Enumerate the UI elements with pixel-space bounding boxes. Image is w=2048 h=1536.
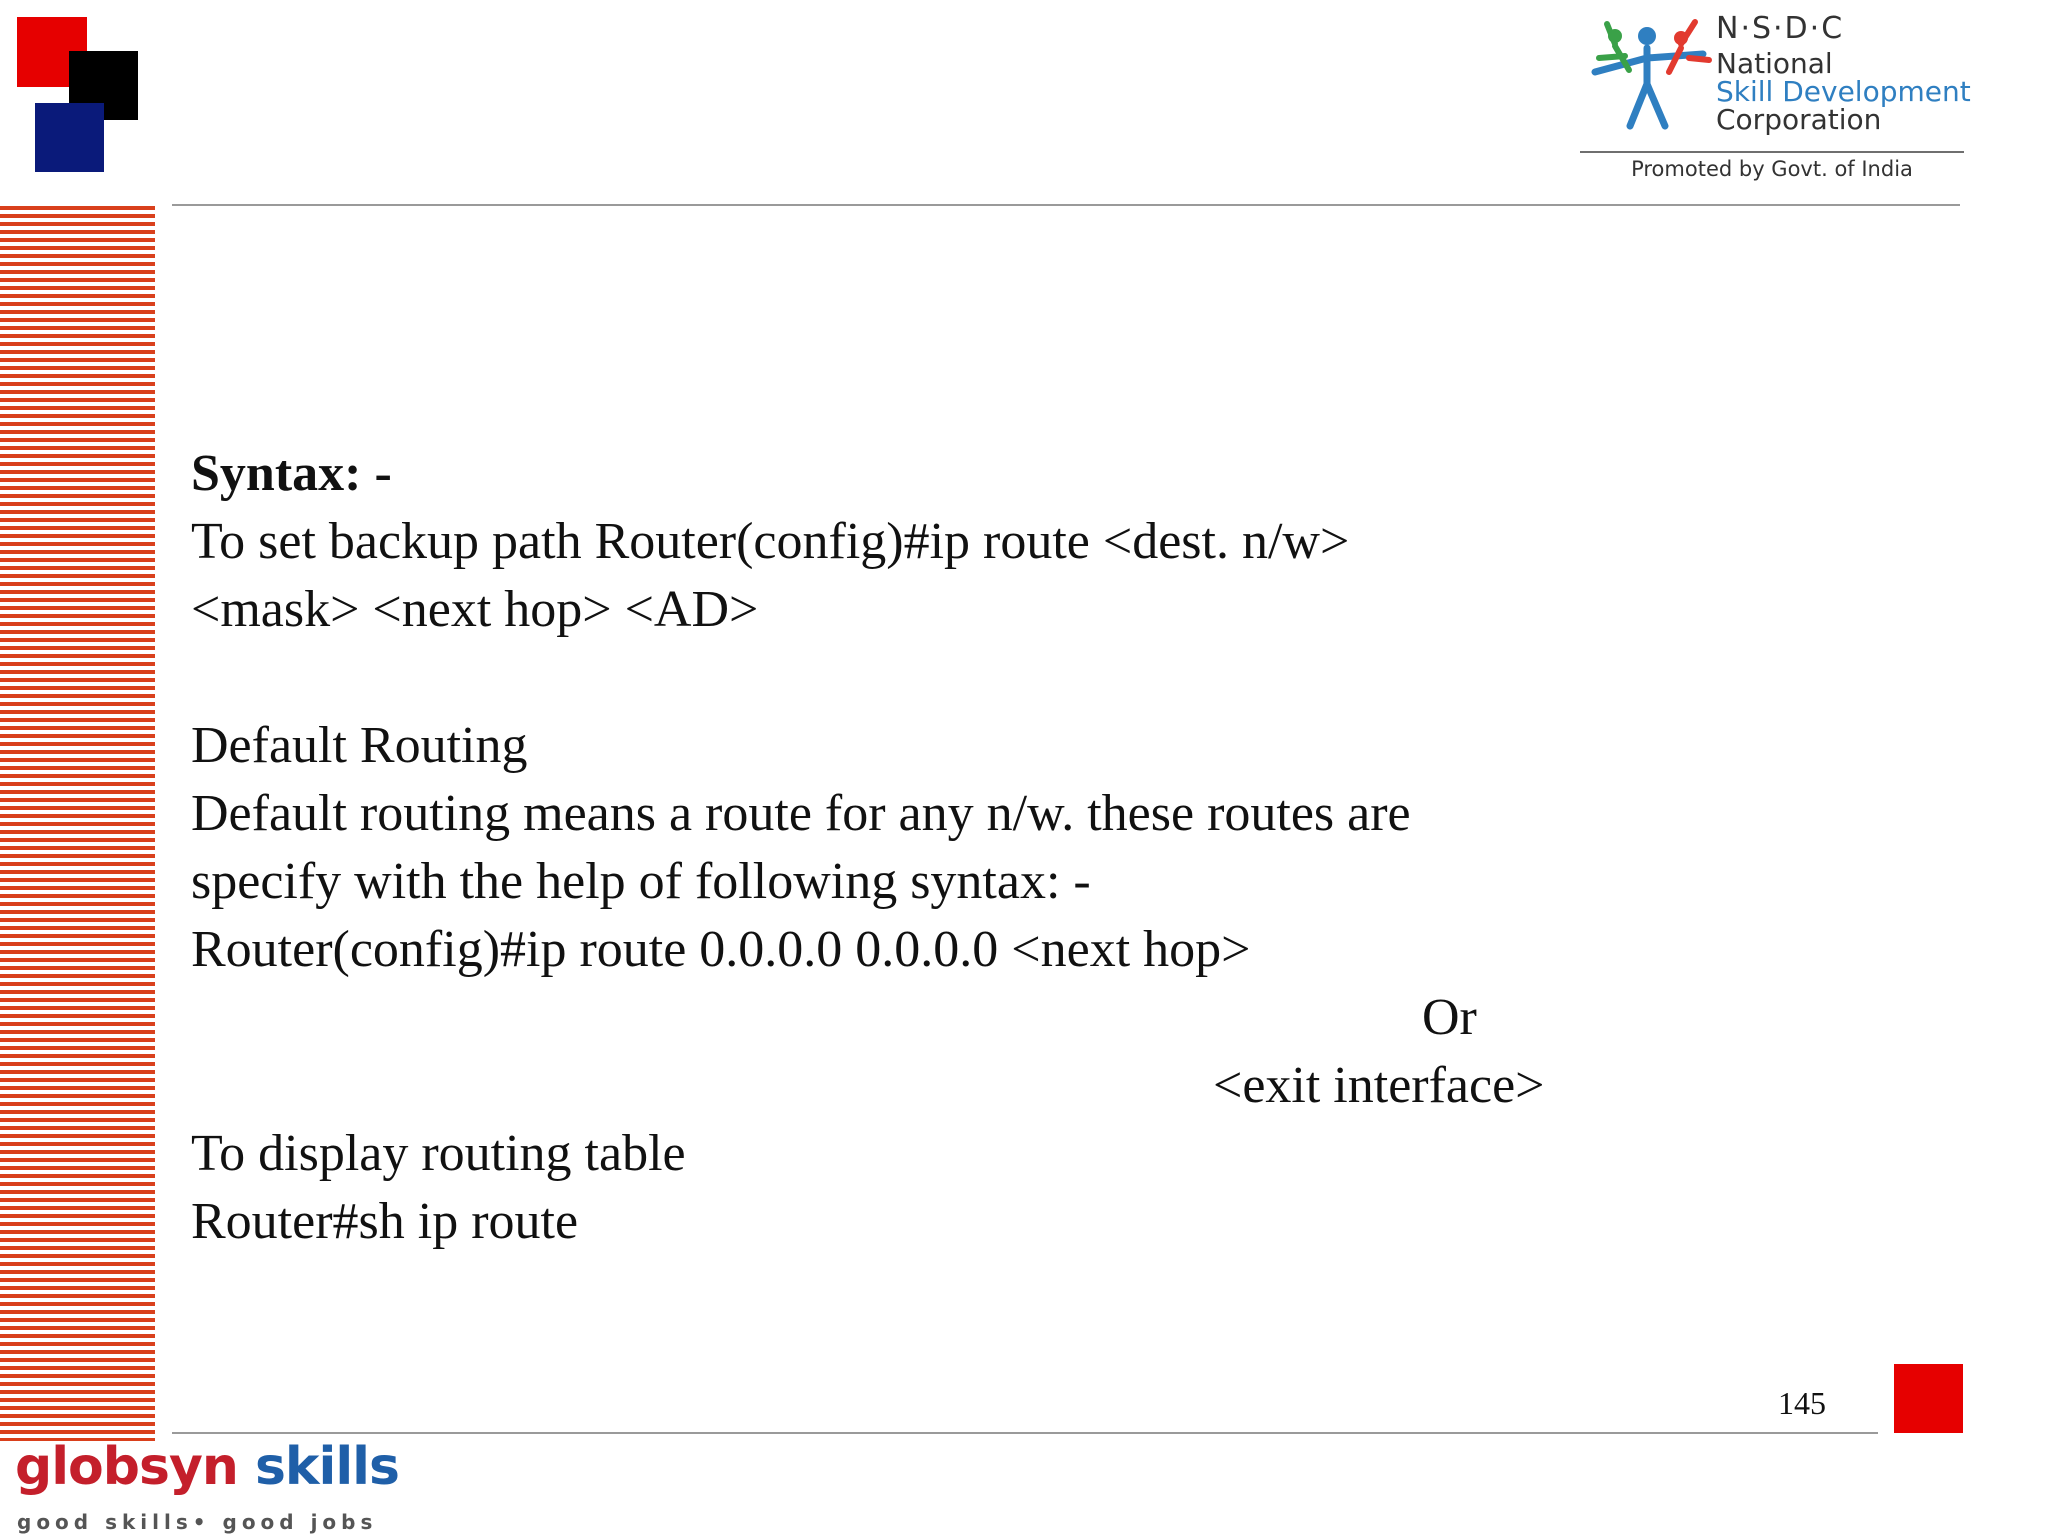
- backup-path-command: To set backup path Router(config)#ip route <dest. n/w>: [191, 513, 1350, 570]
- footer-red-square: [1894, 1364, 1963, 1433]
- header-divider: [172, 204, 1960, 206]
- page-number: 145: [1778, 1385, 1826, 1421]
- default-route-command: Router(config)#ip route 0.0.0.0 0.0.0.0 <next hop>: [191, 921, 1251, 978]
- default-routing-heading: Default Routing: [191, 717, 528, 774]
- globsyn-logo: [15, 1437, 399, 1497]
- display-table-heading: To display routing table: [191, 1125, 686, 1182]
- exit-interface-text: <exit interface>: [1213, 1057, 1545, 1114]
- nsdc-logo-text: [1716, 11, 1971, 136]
- globsyn-brand-part1: globsyn: [15, 1437, 238, 1497]
- default-routing-desc-1: Default routing means a route for any n/w. these routes are: [191, 785, 1411, 842]
- syntax-heading: Syntax: -: [191, 445, 392, 502]
- globsyn-tagline: good skills• good jobs: [17, 1510, 378, 1534]
- logo-square-blue: [35, 103, 104, 172]
- default-routing-desc-2: specify with the help of following syntax: -: [191, 853, 1091, 910]
- nsdc-name-line-3: Corporation: [1716, 103, 1882, 136]
- globsyn-brand-part2: skills: [254, 1437, 399, 1497]
- nsdc-logo-divider: [1580, 151, 1964, 153]
- nsdc-promoted-text: Promoted by Govt. of India: [1631, 157, 1913, 181]
- slide-body: [191, 440, 1951, 1256]
- backup-path-args: <mask> <next hop> <AD>: [191, 581, 759, 638]
- nsdc-name-line-2: Skill Development: [1716, 75, 1971, 108]
- nsdc-logo-icon: [1585, 14, 1715, 134]
- spacer: [191, 644, 1951, 712]
- nsdc-name-line-1: National: [1716, 47, 1833, 80]
- or-text: Or: [1422, 989, 1477, 1046]
- footer-divider: [172, 1432, 1878, 1434]
- show-ip-route-command: Router#sh ip route: [191, 1193, 579, 1250]
- striped-side-bar: [0, 206, 155, 1441]
- nsdc-abbreviation: N·S·D·C: [1716, 11, 1845, 46]
